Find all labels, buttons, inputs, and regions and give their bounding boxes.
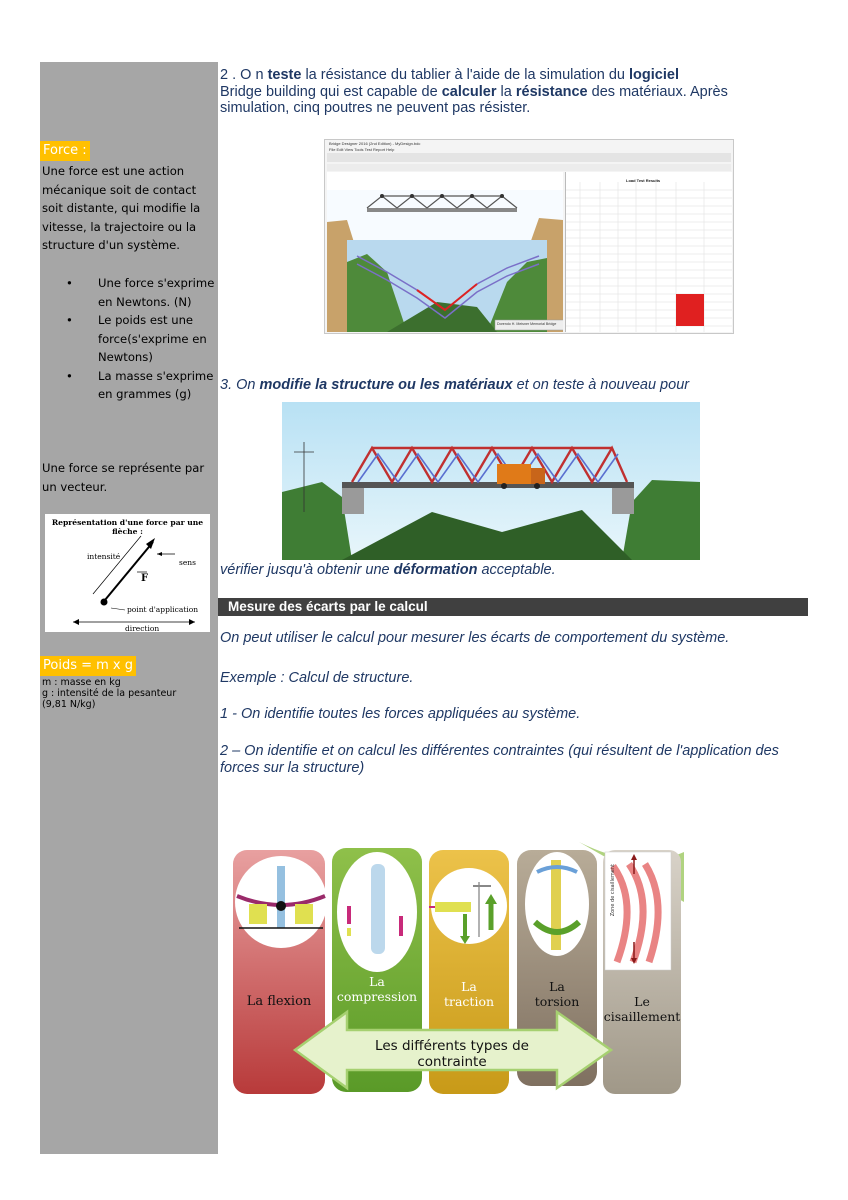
poids-title: Poids = m x g (40, 656, 136, 676)
sens-label: sens (179, 558, 196, 567)
vector-text: Une force se représente par un vecteur. (42, 461, 205, 494)
traction-label: La traction (443, 979, 495, 1009)
window-menu: File Edit View Tools Test Report Help (329, 147, 395, 152)
paragraph-3: 3. On modifie la structure ou les matériaux et on teste à nouveau pour (220, 377, 690, 393)
force-vector-diagram (45, 514, 210, 632)
torsion-label: La torsion (534, 979, 580, 1009)
poids-line: g : intensité de la pesanteur (42, 688, 177, 699)
bridge-designer-screenshot (324, 139, 734, 334)
cisaillement-label: Le cisaillement (603, 994, 681, 1024)
toolbar (327, 153, 731, 162)
results-grid (566, 182, 732, 332)
bridge-simulation-image (282, 402, 700, 560)
constraints-figure (229, 842, 684, 1102)
zone-label: Zone de cisaillement (610, 864, 616, 917)
bullet-item: • La masse s'exprime en grammes (g) (42, 367, 220, 404)
force-definition: Une force est une action mécanique soit de contact soit distante, qui modifie la vitesse, la trajectoire ou la structure d'un système. (42, 164, 201, 252)
poids-line: (9,81 N/kg) (42, 699, 96, 710)
force-figure (45, 514, 210, 632)
window-title: Bridge Designer 2016 (2nd Edition) - MyDesign.bdc (329, 141, 421, 146)
toolbar-2 (327, 164, 731, 171)
paragraph-step2: 2 – On identifie et on calcul les différentes contraintes (qui résultent de l'application des forces sur la structure) (220, 743, 779, 776)
paragraph-step1: 1 - On identifie toutes les forces appliquées au système. (220, 706, 581, 722)
results-title: Load Test Results (626, 178, 661, 183)
section-title: Mesure des écarts par le calcul (218, 598, 808, 616)
bridge-design-view (327, 172, 563, 332)
bullet-item: • Le poids est une force(s'exprime en Newtons) (42, 311, 220, 367)
results-table (565, 172, 732, 332)
paragraph-2: 2 . O n teste la résistance du tablier à l'aide de la simulation du logiciel Bridge building qui est capable de calculer la résistance des matériaux. Après simulation, cinq poutres ne peuvent pas résister. (220, 67, 728, 116)
constraints-arrow-text: Les différents types de contrainte (375, 1038, 529, 1070)
flexion-label: La flexion (246, 994, 312, 1009)
bridge-label: Dorendo H. Meisner Memorial Bridge (497, 322, 557, 326)
intensite-label: intensité (87, 552, 121, 561)
bullet-item: • Une force s'exprime en Newtons. (N) (42, 274, 220, 311)
figure-title: Représentation d'une force par une flèche : (51, 518, 204, 536)
paragraph-calc: On peut utiliser le calcul pour mesurer les écarts de comportement du système. (220, 630, 730, 646)
compression-label: La compression (336, 974, 418, 1004)
force-bullets (42, 274, 220, 404)
paragraph-3b: vérifier jusqu'à obtenir une déformation acceptable. (220, 562, 556, 578)
direction-label: direction (125, 624, 160, 633)
force-title: Force : (40, 141, 90, 161)
vector-f-label: F (141, 573, 149, 584)
point-application-label: point d'application (127, 605, 199, 614)
paragraph-example: Exemple : Calcul de structure. (220, 670, 414, 686)
poids-line: m : masse en kg (42, 677, 121, 688)
